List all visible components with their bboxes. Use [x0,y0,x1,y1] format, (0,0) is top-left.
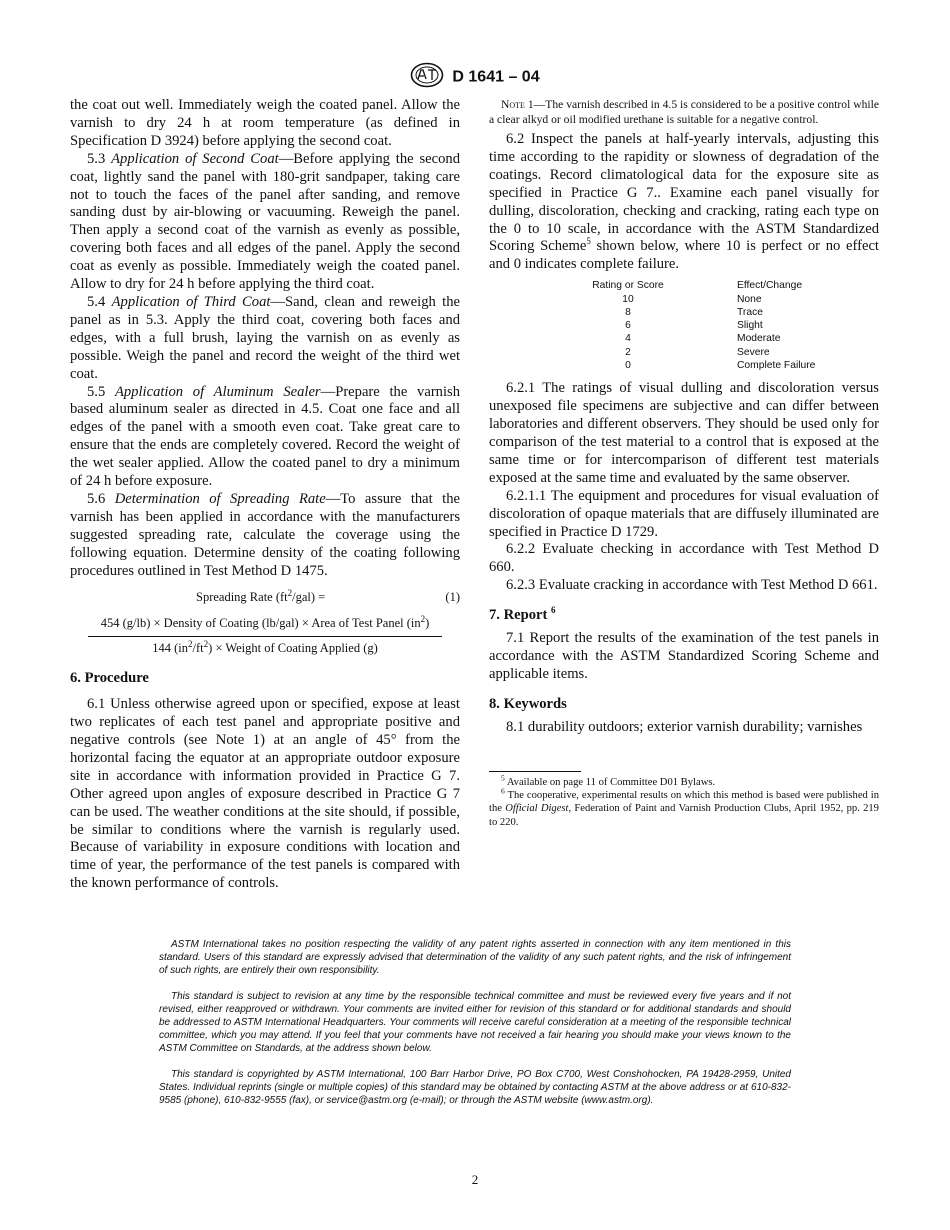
rating-effect: Moderate [737,333,781,345]
table-row [533,306,815,319]
section-5-4: 5.4 Application of Third Coat—Sand, clean and reweigh the panel as in 5.3. Apply the third coat, covering both faces and edges, with a full brush, laying the varnish on as evenly as possible. Weigh the panel and record the weight of the third wet coat. [70,293,460,382]
table-row [533,359,815,372]
table-header-row [533,279,815,292]
left-column [70,97,460,893]
section-6-2-3: 6.2.3 Evaluate cracking in accordance with Test Method D 661. [506,577,878,594]
table-row [533,293,815,306]
rating-score: 6 [625,320,631,332]
copyright-notice: This standard is copyrighted by ASTM International, 100 Barr Harbor Drive, PO Box C700, West Conshohocken, PA 19428-2959, United States. Individual reprints (single or multiple copies) of this standard may be obtained by contacting ASTM at the above address or at 610-832-9585 (phone), 610-832-9555 (fax), or service@astm.org (e-mail); or through the ASTM website (www.astm.org). [159,1069,791,1106]
footnote-6: $^6$ The cooperative, experimental results on which this method is based were published in the Official Digest, Federation of Paint and Varnish Production Clubs, April 1952, pp. 219 to 220. [489,786,879,828]
table-row [533,319,815,332]
section-8-heading: 8. Keywords [489,695,567,712]
page-header [0,62,950,93]
section-5-5-title: Application of Aluminum Sealer [114,383,321,400]
section-5-6: 5.6 Determination of Spreading Rate—To assure that the varnish has been applied in accordance with the manufacturers suggested spreading rate, calculate the coverage using the following equation. Determine density of the coating following procedures outlined in Test Method D 1475. [70,490,460,579]
rating-score: 2 [625,346,631,358]
equation-fraction [88,615,442,658]
rating-scale-table [533,279,815,372]
section-7-heading: 7. Report $^6$ [489,605,556,624]
table-row [533,332,815,345]
rating-score: 8 [625,306,631,318]
note-1: Note 1—The varnish described in 4.5 is considered to be a positive control while a clear alkyd or oil modified urethane is suitable for a negative control. [489,98,879,126]
table-row [533,346,815,359]
column-header: Rating or Score [592,280,664,292]
section-6-1: 6.1 Unless otherwise agreed upon or specified, expose at least two replicates of each test panel and appropriate positive and negative controls (see Note 1) at an angle of 45° from the horizontal facing the equator at an appropriate outdoor exposure site in accordance with information provided in Practice G 7. Other agreed upon angles of exposure described in Practice G 7 can be used. The weather conditions at the site should, if possible, be similar to conditions where the varnish is regularly used. Because of variability in exposure conditions with location and time of year, the performance of the test panels is compared with the known performance of controls. [70,696,460,892]
section-5-4-title: Application of Third Coat [111,293,271,310]
rating-score: 10 [622,293,634,305]
section-5-6-title: Determination of Spreading Rate [114,490,326,507]
equation-line [70,589,460,609]
column-header: Effect/Change [737,280,803,292]
legal-notice [159,938,791,1120]
right-column [489,97,879,829]
section-5-3: 5.3 Application of Second Coat—Before applying the second coat, lightly sand the panel with 180-grit sandpaper, taking care not to touch the faces of the panel after sanding, and remove sanding dust by air-blowing or vacuuming. Reweigh the panel. Then apply a second coat of the varnish as evenly as possible, covering both faces and all edges of the panel. Apply the second coat as evenly as possible. Immediately weigh the coated panel. Allow to dry for 24 h before applying the third coat. [70,150,461,293]
revision-notice: This standard is subject to revision at any time by the responsible technical committee and must be reviewed every five years and if not revised, either reapproved or withdrawn. Your comments are invited either for revision of this standard or for additional standards and should be addressed to ASTM International Headquarters. Your comments will receive careful consideration at a meeting of the responsible technical committee, which you may attend. If you feel that your comments have not received a fair hearing you should make your views known to the ASTM Committee on Standards, at the address shown below. [159,991,791,1054]
footnote-divider [489,771,581,772]
rating-score: 4 [625,333,631,345]
rating-effect: Complete Failure [737,360,816,372]
equation-number: (1) [445,590,460,605]
equation-denominator: 144 $(in^2/ft^2)$ × Weight of Coating Applied (g) [152,639,378,656]
rating-effect: Slight [737,320,763,332]
rating-effect: Trace [737,306,763,318]
page-number: 2 [471,1172,479,1187]
equation-numerator: 454 (g/lb) × Density of Coating (lb/gal) × Area of Test Panel $(in^2)$ [88,615,442,637]
section-5-3-title: Application of Second Coat [111,150,279,167]
section-7-1: 7.1 Report the results of the examination of the test panels in accordance with the ASTM Standardized Scoring Scheme and applicable items. [489,630,879,682]
section-5-5: 5.5 Application of Aluminum Sealer—Prepare the varnish based aluminum sealer as directed in 4.5. Coat one face and all edges of the panel with a smooth even coat. Take great care to ensure that the ends are completely covered. Record the weight of the wet sealer applied. Allow the coated panel to dry a minimum of 24 h before exposure. [70,383,461,490]
rating-score: 0 [625,360,631,372]
footnote-5: $^5$ Available on page 11 of Committee D01 Bylaws. [501,773,716,788]
equation-left-side: Spreading Rate $(ft^2/gal)$ = [196,588,326,605]
section-6-2-2: 6.2.2 Evaluate checking in accordance with Test Method D 660. [489,541,879,576]
section-6-2-1: 6.2.1 The ratings of visual dulling and discoloration versus unexposed file specimens are subjective and can differ between laboratories and different observers. They should be used only for comparison of the test material to a control that is exposed at the same time or for intercomparison of different test materials exposed at the same time and evaluated by the same observer. [489,380,879,486]
section-8-1: 8.1 durability outdoors; exterior varnish durability; varnishes [506,718,863,735]
standard-designation: D 1641 – 04 [452,68,540,86]
patent-notice: ASTM International takes no position respecting the validity of any patent rights asserted in connection with any item mentioned in this standard. Users of this standard are expressly advised that determination of the validity of any such patent rights, and the risk of infringement of such rights, are entirely their own responsibility. [159,939,791,976]
section-6-2-1-1: 6.2.1.1 The equipment and procedures for visual evaluation of discoloration of opaque materials that are diffusely illuminated are specified in Practice D 1729. [489,487,879,540]
rating-effect: Severe [737,346,770,358]
section-6-2: 6.2 Inspect the panels at half-yearly intervals, adjusting this time according to the rapidity or slowness of degradation of the coatings. Record climatological data for the exposure site as specified in Practice G 7.. Examine each panel visually for dulling, discoloration, checking and cracking, rating each type on the 0 to 10 scale, in accordance with the ASTM Standardized Scoring Scheme$^5$ shown below, where 10 is perfect or no effect and 0 indicates complete failure. [489,131,879,273]
section-6-heading: 6. Procedure [70,670,149,687]
astm-logo-icon [410,62,444,93]
rating-effect: None [737,293,762,305]
paragraph-continued: the coat out well. Immediately weigh the coated panel. Allow the varnish to dry 24 h at room temperature (as defined in Specification D 3924) before applying the second coat. [70,97,460,149]
